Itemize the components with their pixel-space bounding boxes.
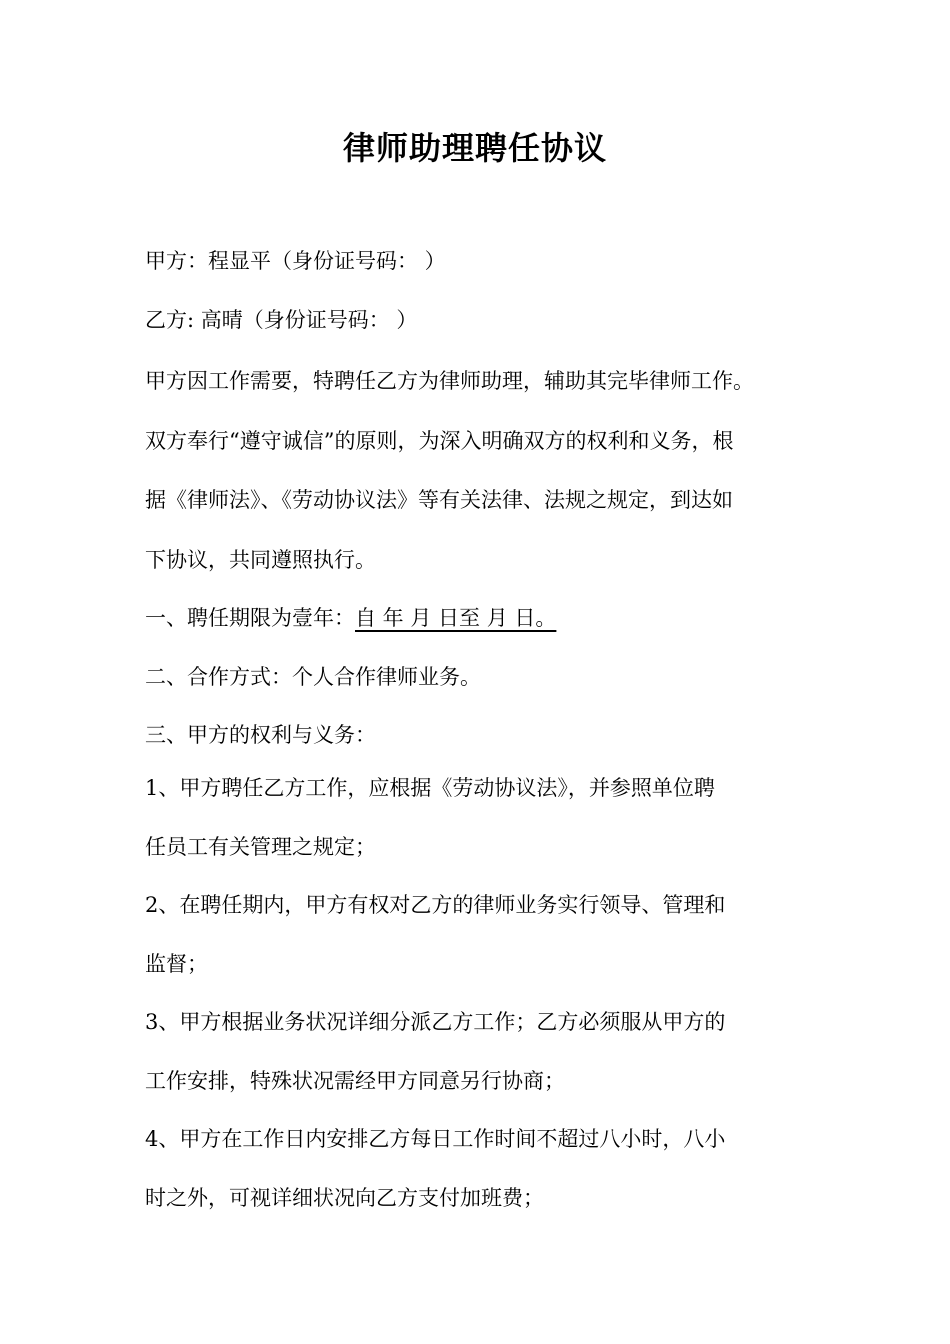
item-line: 3、甲方根据业务状况详细分派乙方工作；乙方必须服从甲方的 [145, 1010, 726, 1034]
clause-1-term: 自 年 月 日至 月 日。 [355, 606, 557, 630]
intro-line: 甲方因工作需要，特聘任乙方为律师助理，辅助其完毕律师工作。 [145, 369, 754, 393]
document-title: 律师助理聘任协议 [342, 129, 607, 167]
clause-1-line [145, 603, 556, 633]
clause-2-line: 二、合作方式：个人合作律师业务。 [145, 665, 481, 689]
item-line: 4、甲方在工作日内安排乙方每日工作时间不超过八小时，八小 [145, 1127, 726, 1151]
intro-line: 双方奉行“遵守诚信”的原则，为深入明确双方的权利和义务，根 [145, 429, 734, 453]
item-line: 工作安排，特殊状况需经甲方同意另行协商； [145, 1069, 565, 1093]
party-a-line: 甲方：程显平（身份证号码： ） [145, 249, 446, 273]
item-line: 1、甲方聘任乙方工作，应根据《劳动协议法》，并参照单位聘 [145, 776, 715, 800]
item-line: 任员工有关管理之规定； [145, 835, 376, 859]
item-line: 监督； [145, 952, 208, 976]
party-b-line: 乙方: 高晴（身份证号码： ） [145, 308, 418, 332]
intro-line: 下协议，共同遵照执行。 [145, 548, 376, 572]
clause-3-heading: 三、甲方的权利与义务： [145, 723, 376, 747]
intro-line: 据《律师法》、《劳动协议法》等有关法律、法规之规定，到达如 [145, 488, 733, 512]
clause-1-label: 一、聘任期限为壹年： [145, 606, 355, 630]
item-line: 时之外，可视详细状况向乙方支付加班费； [145, 1186, 544, 1210]
item-line: 2、在聘任期内，甲方有权对乙方的律师业务实行领导、管理和 [145, 893, 726, 917]
